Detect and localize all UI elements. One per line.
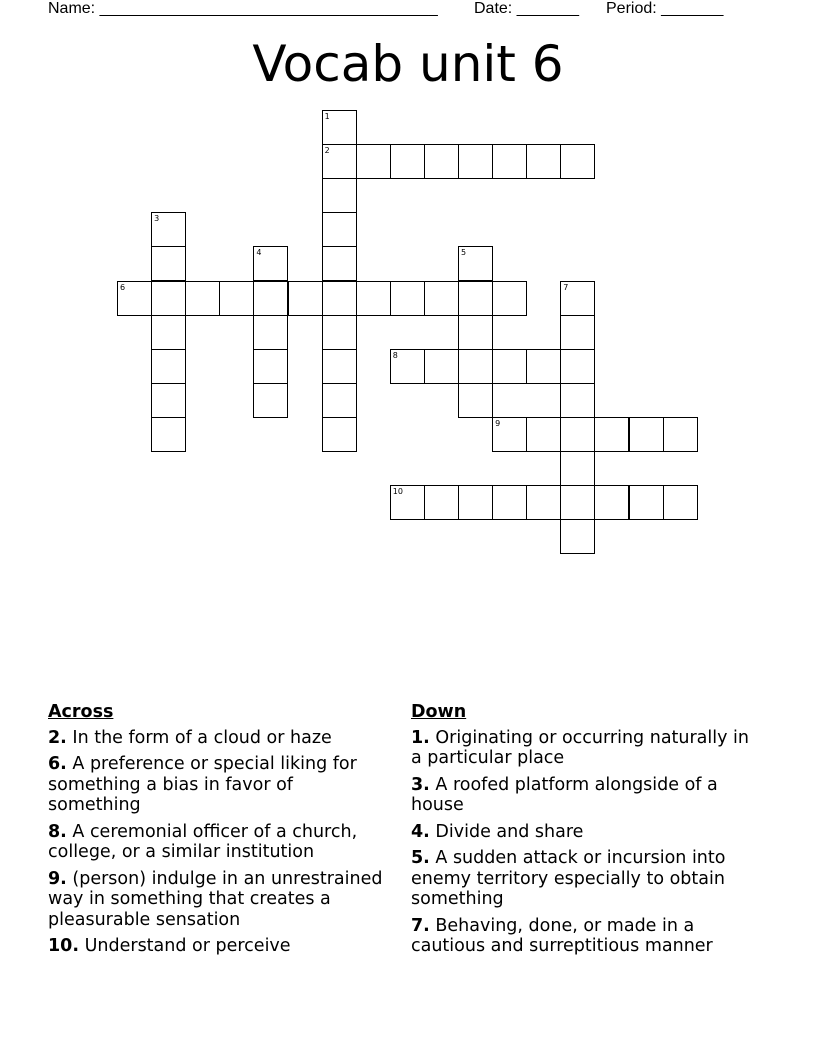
clue-text: In the form of a cloud or haze	[72, 727, 332, 748]
crossword-cell[interactable]	[322, 246, 357, 281]
clue-number: 2.	[48, 727, 67, 748]
crossword-cell[interactable]	[492, 417, 527, 452]
crossword-cell[interactable]	[424, 485, 459, 520]
across-clue	[48, 936, 388, 957]
clue-text: (person) indulge in an unrestrained way in something that creates a pleasurable sensation	[48, 868, 383, 930]
crossword-cell[interactable]	[151, 315, 186, 350]
crossword-cell[interactable]	[560, 315, 595, 350]
date-field[interactable]: Date: _______	[474, 0, 579, 17]
crossword-cell[interactable]	[253, 349, 288, 384]
crossword-cell[interactable]	[151, 212, 186, 247]
crossword-cell[interactable]	[322, 110, 357, 145]
crossword-cell[interactable]	[560, 281, 595, 316]
crossword-cell[interactable]	[663, 417, 698, 452]
name-field[interactable]: Name: ______________________________________	[48, 0, 438, 17]
crossword-cell[interactable]	[458, 315, 493, 350]
crossword-cell[interactable]	[151, 417, 186, 452]
crossword-cell[interactable]	[458, 144, 493, 179]
crossword-cell[interactable]	[424, 144, 459, 179]
cell-number: 4	[256, 248, 262, 258]
period-field[interactable]: Period: _______	[606, 0, 724, 17]
clue-number: 6.	[48, 754, 67, 774]
crossword-cell[interactable]	[151, 281, 186, 316]
cell-number: 8	[392, 350, 398, 360]
crossword-cell[interactable]	[390, 485, 425, 520]
crossword-cell[interactable]	[560, 519, 595, 554]
cell-number: 5	[461, 248, 467, 258]
clue-text: A preference or special liking for something a bias in favor of something	[48, 754, 357, 815]
crossword-cell[interactable]	[288, 281, 323, 316]
crossword-cell[interactable]	[629, 417, 664, 452]
down-heading: Down	[411, 702, 467, 722]
crossword-cell[interactable]	[185, 281, 220, 316]
crossword-cell[interactable]	[560, 383, 595, 418]
crossword-cell[interactable]	[663, 485, 698, 520]
crossword-cell[interactable]	[219, 281, 254, 316]
clue-number: 1.	[411, 727, 430, 748]
crossword-cell[interactable]	[560, 485, 595, 520]
crossword-cell[interactable]	[458, 281, 493, 316]
down-clue	[411, 775, 751, 816]
clue-text: Originating or occurring naturally in a particular place	[411, 727, 750, 768]
crossword-cell[interactable]	[560, 417, 595, 452]
clue-text: Divide and share	[435, 821, 584, 842]
crossword-cell[interactable]	[458, 246, 493, 281]
across-clue	[48, 728, 388, 749]
clue-text: A ceremonial officer of a church, college, or a similar institution	[48, 821, 358, 862]
crossword-cell[interactable]	[117, 281, 152, 316]
crossword-cell[interactable]	[151, 383, 186, 418]
clue-number: 4.	[411, 821, 430, 842]
crossword-cell[interactable]	[356, 281, 391, 316]
crossword-cell[interactable]	[526, 144, 561, 179]
down-clue	[411, 728, 751, 769]
crossword-cell[interactable]	[424, 281, 459, 316]
crossword-cell[interactable]	[560, 349, 595, 384]
crossword-cell[interactable]	[151, 349, 186, 384]
cell-number: 1	[324, 112, 330, 121]
crossword-cell[interactable]	[390, 281, 425, 316]
crossword-cell[interactable]	[492, 144, 527, 179]
clue-text: A roofed platform alongside of a house	[411, 774, 718, 815]
clue-number: 3.	[411, 774, 430, 795]
crossword-cell[interactable]	[253, 281, 288, 316]
clue-text: A sudden attack or incursion into enemy territory especially to obtain something	[411, 848, 726, 909]
crossword-cell[interactable]	[322, 144, 357, 179]
cell-number: 7	[563, 282, 569, 292]
crossword-cell[interactable]	[322, 178, 357, 213]
crossword-cell[interactable]	[526, 417, 561, 452]
clue-text: Understand or perceive	[84, 936, 291, 956]
clue-number: 8.	[48, 821, 67, 842]
clue-text: Behaving, done, or made in a cautious and surreptitious manner	[411, 915, 713, 956]
crossword-cell[interactable]	[390, 349, 425, 384]
across-clue	[48, 754, 388, 816]
crossword-cell[interactable]	[492, 281, 527, 316]
crossword-cell[interactable]	[322, 417, 357, 452]
down-clue	[411, 916, 751, 957]
crossword-cell[interactable]	[253, 383, 288, 418]
crossword-cell[interactable]	[322, 315, 357, 350]
crossword-cell[interactable]	[458, 485, 493, 520]
crossword-cell[interactable]	[594, 485, 629, 520]
cell-number: 9	[495, 418, 501, 428]
across-heading: Across	[48, 702, 114, 722]
across-clue	[48, 822, 388, 863]
crossword-cell[interactable]	[322, 349, 357, 384]
crossword-cell[interactable]	[322, 383, 357, 418]
crossword-cell[interactable]	[390, 144, 425, 179]
across-clues	[48, 702, 388, 963]
crossword-cell[interactable]	[322, 281, 357, 316]
cell-number: 6	[120, 282, 126, 292]
clue-number: 5.	[411, 848, 430, 868]
cell-number: 3	[154, 214, 160, 224]
crossword-cell[interactable]	[322, 212, 357, 247]
down-clue	[411, 822, 751, 843]
down-clue	[411, 848, 751, 910]
cell-number: 2	[324, 146, 330, 156]
across-clue	[48, 869, 388, 931]
crossword-cell[interactable]	[458, 383, 493, 418]
crossword-cell[interactable]	[560, 144, 595, 179]
crossword-cell[interactable]	[560, 451, 595, 486]
crossword-cell[interactable]	[526, 485, 561, 520]
crossword-cell[interactable]	[458, 349, 493, 384]
crossword-cell[interactable]	[492, 349, 527, 384]
crossword-cell[interactable]	[594, 417, 629, 452]
cell-number: 10	[392, 487, 403, 497]
clue-number: 7.	[411, 915, 430, 936]
crossword-cell[interactable]	[151, 246, 186, 281]
clue-number: 9.	[48, 868, 67, 889]
crossword-cell[interactable]	[492, 485, 527, 520]
clue-number: 10.	[48, 936, 80, 956]
crossword-cell[interactable]	[629, 485, 664, 520]
crossword-cell[interactable]	[424, 349, 459, 384]
crossword-cell[interactable]	[253, 315, 288, 350]
page-title: Vocab unit 6	[252, 35, 564, 93]
crossword-cell[interactable]	[526, 349, 561, 384]
crossword-cell[interactable]	[356, 144, 391, 179]
crossword-cell[interactable]	[253, 246, 288, 281]
down-clues	[411, 702, 751, 963]
